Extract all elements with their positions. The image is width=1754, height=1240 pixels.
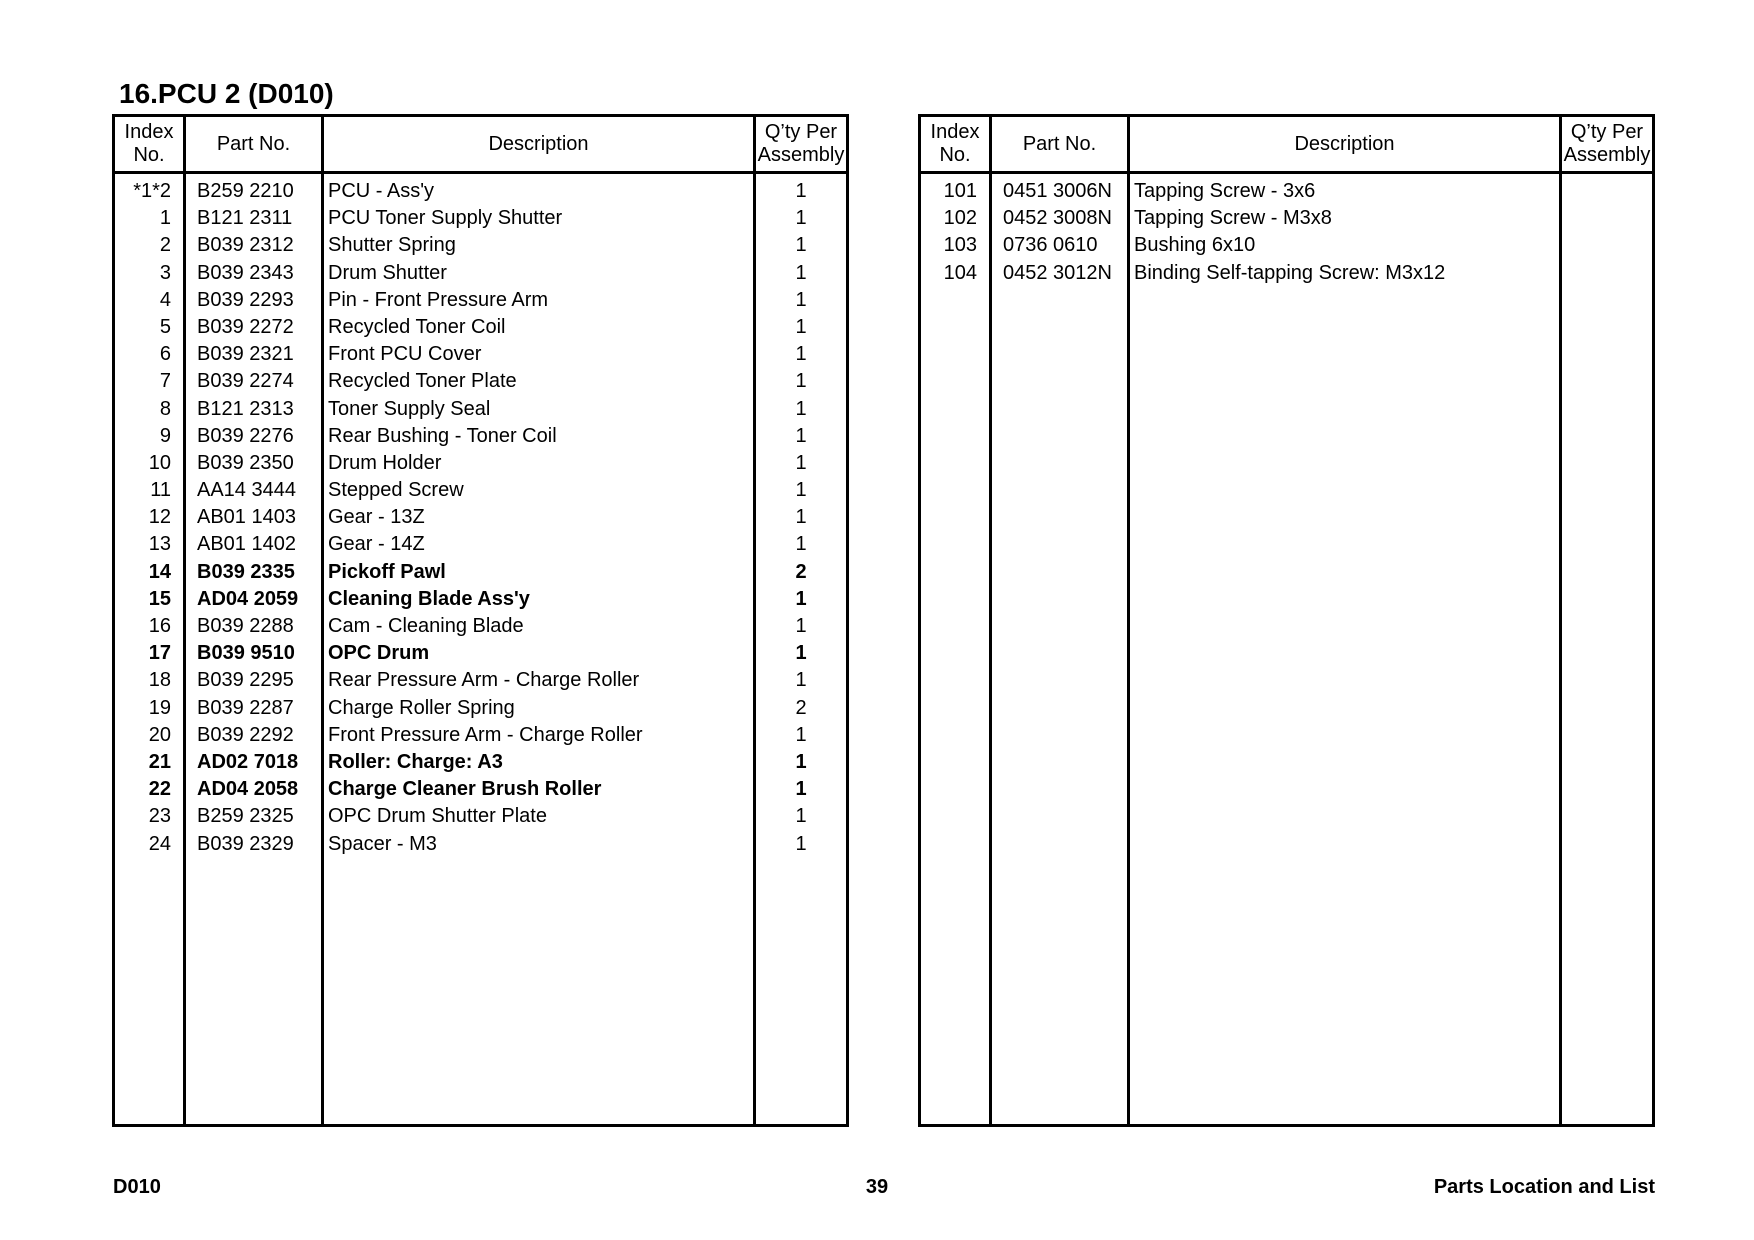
cell-index: 11 <box>150 479 171 502</box>
cell-index: 101 <box>943 180 977 202</box>
cell-part-no: B039 2292 <box>197 723 294 746</box>
cell-part-no: B259 2210 <box>197 180 294 202</box>
table-row <box>115 232 846 259</box>
table-row <box>115 559 846 586</box>
cell-index: 21 <box>148 750 171 773</box>
cell-part-no: B039 2321 <box>197 343 294 366</box>
cell-description: PCU Toner Supply Shutter <box>328 207 563 230</box>
cell-description: Rear Pressure Arm - Charge Roller <box>328 669 640 692</box>
cell-description: Cam - Cleaning Blade <box>328 615 524 637</box>
cell-index: 17 <box>148 642 171 665</box>
cell-qty: 1 <box>795 207 807 230</box>
cell-index: *1*2 <box>133 180 171 202</box>
cell-index: 18 <box>148 669 171 692</box>
page-title: 16.PCU 2 (D010) <box>119 78 334 109</box>
cell-part-no: 0736 0610 <box>1003 234 1098 257</box>
header-index: Index No. <box>930 121 980 166</box>
table-row <box>115 260 846 287</box>
cell-description: OPC Drum Shutter Plate <box>328 805 547 828</box>
table-row <box>115 695 846 722</box>
cell-qty: 1 <box>795 669 807 692</box>
cell-index: 104 <box>943 261 977 284</box>
header-index: Index No. <box>124 121 174 166</box>
cell-index: 23 <box>148 805 171 828</box>
table-body <box>115 174 846 858</box>
cell-part-no: B121 2313 <box>197 397 294 420</box>
cell-part-no: B121 2311 <box>197 207 293 230</box>
cell-qty: 1 <box>795 533 807 556</box>
cell-index: 13 <box>148 533 171 556</box>
cell-qty <box>1562 205 1652 232</box>
header-part-no: Part No. <box>1022 132 1097 155</box>
table-row <box>115 776 846 803</box>
footer-page-number: 39 <box>865 1176 889 1198</box>
cell-part-no: AD02 7018 <box>197 750 299 773</box>
table-row <box>115 504 846 531</box>
cell-description: Tapping Screw - 3x6 <box>1134 180 1316 202</box>
cell-qty: 1 <box>795 587 807 610</box>
table-row <box>115 368 846 395</box>
cell-part-no: B039 2312 <box>197 234 294 257</box>
table-row <box>115 450 846 477</box>
cell-index: 16 <box>148 615 171 637</box>
header-qty: Q’ty Per Assembly <box>1563 121 1651 166</box>
table-row <box>921 232 1652 259</box>
cell-qty: 1 <box>795 370 807 393</box>
table-row <box>115 178 846 205</box>
table-row <box>115 722 846 749</box>
cell-index: 5 <box>159 315 171 338</box>
table-row <box>115 477 846 504</box>
table-row <box>115 396 846 423</box>
cell-qty: 1 <box>795 424 807 447</box>
cell-part-no: B039 2335 <box>197 560 295 583</box>
cell-part-no: B039 2350 <box>197 451 294 474</box>
cell-description: Front Pressure Arm - Charge Roller <box>328 723 643 746</box>
table-row <box>115 423 846 450</box>
cell-qty <box>1562 232 1652 259</box>
cell-qty: 1 <box>795 750 807 773</box>
cell-qty: 1 <box>795 343 807 366</box>
header-qty: Q’ty Per Assembly <box>757 121 845 166</box>
cell-qty: 1 <box>795 642 807 665</box>
cell-description: Binding Self-tapping Screw: M3x12 <box>1134 261 1446 284</box>
cell-description: Drum Shutter <box>328 261 447 284</box>
cell-qty: 1 <box>795 288 807 311</box>
cell-description: Spacer - M3 <box>328 832 437 855</box>
table-row <box>115 586 846 613</box>
cell-description: Gear - 14Z <box>328 533 425 556</box>
cell-index: 9 <box>159 424 171 447</box>
cell-index: 7 <box>159 370 171 393</box>
cell-description: Shutter Spring <box>328 234 456 257</box>
cell-description: PCU - Ass'y <box>328 180 435 202</box>
cell-qty: 1 <box>795 778 807 801</box>
cell-part-no: B039 2287 <box>197 696 294 719</box>
table-row <box>115 314 846 341</box>
parts-table-left <box>112 114 849 1127</box>
cell-qty: 1 <box>795 479 807 502</box>
cell-part-no: AA14 3444 <box>197 479 296 502</box>
table-row <box>115 831 846 858</box>
cell-qty: 1 <box>795 832 807 855</box>
cell-part-no: B259 2325 <box>197 805 294 828</box>
cell-qty: 1 <box>795 234 807 257</box>
table-row <box>115 613 846 640</box>
table-row <box>921 260 1652 287</box>
cell-qty: 2 <box>795 560 807 583</box>
cell-part-no: B039 2288 <box>197 615 294 637</box>
cell-index: 15 <box>148 587 171 610</box>
cell-qty: 1 <box>795 315 807 338</box>
cell-description: Rear Bushing - Toner Coil <box>328 424 557 447</box>
cell-part-no: B039 2329 <box>197 832 294 855</box>
cell-qty: 1 <box>795 180 807 202</box>
cell-part-no: 0452 3008N <box>1003 207 1112 230</box>
cell-part-no: B039 2343 <box>197 261 294 284</box>
table-header <box>921 117 1652 174</box>
cell-index: 6 <box>159 343 171 366</box>
cell-description: OPC Drum <box>328 642 430 665</box>
header-description: Description <box>488 132 589 155</box>
cell-qty: 1 <box>795 723 807 746</box>
cell-description: Recycled Toner Plate <box>328 370 517 393</box>
cell-description: Toner Supply Seal <box>328 397 491 420</box>
table-row <box>115 531 846 558</box>
cell-qty: 1 <box>795 615 807 637</box>
cell-qty: 1 <box>795 805 807 828</box>
cell-qty: 1 <box>795 397 807 420</box>
cell-index: 10 <box>148 451 171 474</box>
cell-part-no: B039 2295 <box>197 669 294 692</box>
cell-description: Recycled Toner Coil <box>328 315 506 338</box>
table-row <box>115 803 846 830</box>
header-part-no: Part No. <box>216 132 291 155</box>
cell-part-no: 0452 3012N <box>1003 261 1112 284</box>
table-header <box>115 117 846 174</box>
footer-section: Parts Location and List <box>1433 1176 1655 1198</box>
cell-part-no: B039 9510 <box>197 642 295 665</box>
cell-part-no: AD04 2058 <box>197 778 299 801</box>
cell-description: Bushing 6x10 <box>1134 234 1256 257</box>
cell-part-no: AB01 1402 <box>197 533 296 556</box>
table-body <box>921 174 1652 287</box>
cell-description: Stepped Screw <box>328 479 464 502</box>
cell-index: 14 <box>148 560 171 583</box>
cell-part-no: AB01 1403 <box>197 506 296 529</box>
cell-index: 8 <box>159 397 171 420</box>
table-row <box>115 287 846 314</box>
cell-description: Cleaning Blade Ass'y <box>328 587 530 610</box>
cell-qty: 1 <box>795 261 807 284</box>
cell-index: 22 <box>148 778 171 801</box>
cell-index: 3 <box>159 261 171 284</box>
table-row <box>115 749 846 776</box>
header-description: Description <box>1294 132 1395 155</box>
cell-description: Roller: Charge: A3 <box>328 750 503 773</box>
footer-model: D010 <box>113 1176 161 1198</box>
cell-description: Pin - Front Pressure Arm <box>328 288 549 311</box>
parts-table-right <box>918 114 1655 1127</box>
cell-index: 4 <box>159 288 171 311</box>
table-row <box>115 640 846 667</box>
cell-index: 24 <box>148 832 171 855</box>
cell-description: Pickoff Pawl <box>328 560 446 583</box>
cell-index: 2 <box>159 234 171 257</box>
cell-qty: 1 <box>795 451 807 474</box>
cell-qty <box>1562 260 1652 287</box>
table-row <box>115 667 846 694</box>
cell-description: Charge Cleaner Brush Roller <box>328 778 602 801</box>
cell-index: 103 <box>943 234 977 257</box>
cell-index: 1 <box>159 207 171 230</box>
cell-description: Tapping Screw - M3x8 <box>1134 207 1332 230</box>
cell-part-no: B039 2293 <box>197 288 294 311</box>
cell-index: 19 <box>148 696 171 719</box>
cell-index: 102 <box>943 207 977 230</box>
table-row <box>115 341 846 368</box>
cell-part-no: 0451 3006N <box>1003 180 1112 202</box>
table-row <box>921 205 1652 232</box>
cell-description: Gear - 13Z <box>328 506 425 529</box>
cell-index: 20 <box>148 723 171 746</box>
cell-index: 12 <box>148 506 171 529</box>
table-row <box>921 178 1652 205</box>
cell-part-no: B039 2272 <box>197 315 294 338</box>
cell-description: Charge Roller Spring <box>328 696 515 719</box>
table-row <box>115 205 846 232</box>
cell-description: Drum Holder <box>328 451 442 474</box>
cell-qty <box>1562 178 1652 205</box>
cell-part-no: AD04 2059 <box>197 587 299 610</box>
cell-qty: 2 <box>795 696 807 719</box>
cell-part-no: B039 2274 <box>197 370 294 393</box>
cell-qty: 1 <box>795 506 807 529</box>
cell-part-no: B039 2276 <box>197 424 294 447</box>
cell-description: Front PCU Cover <box>328 343 482 366</box>
